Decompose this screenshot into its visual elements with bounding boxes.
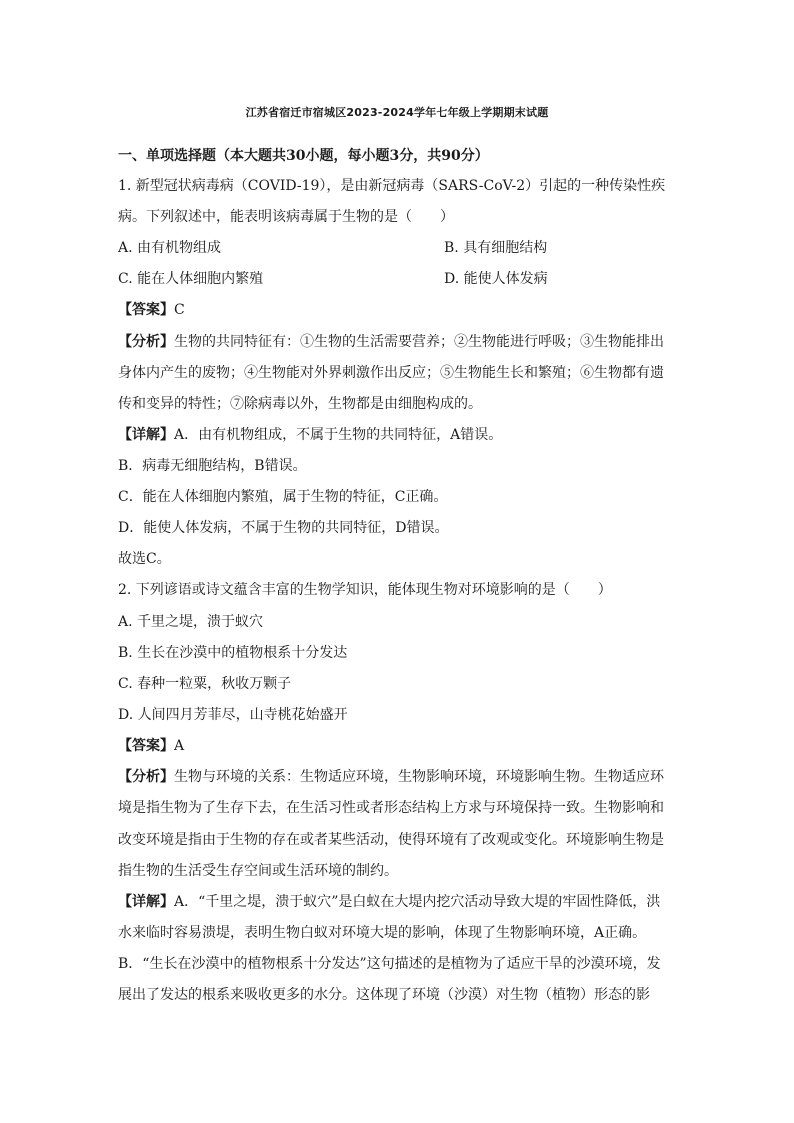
q1-stem-line-1: 1. 新型冠状病毒病（COVID-19），是由新冠病毒（SARS-CoV-2）引起的一种传染性疾 [118, 178, 666, 194]
answer-tag: 【答案】 [118, 302, 174, 318]
q1-option-b: B. 具有细胞结构 [444, 240, 548, 256]
q2-analysis-line-3: 改变环境是指由于生物的存在或者某些活动，使得环境有了改观或变化。环境影响生物是 [118, 832, 664, 848]
q2-analysis-line-1 [118, 768, 664, 786]
q1-option-a: A. 由有机物组成 [118, 240, 222, 256]
analysis-text: 生物与环境的关系：生物适应环境，生物影响环境，环境影响生物。生物适应环 [174, 769, 664, 785]
q2-detail-line-1 [118, 893, 660, 911]
q1-answer [118, 301, 185, 319]
answer-value: A [174, 738, 185, 754]
q2-analysis-line-4: 指生物的生活受生存空间或生活环境的制约。 [118, 863, 398, 879]
q2-stem: 2. 下列谚语或诗文蕴含丰富的生物学知识，能体现生物对环境影响的是（ ） [118, 582, 612, 598]
q1-detail-line-2: B．病毒无细胞结构，B错误。 [118, 458, 307, 474]
q2-answer [118, 737, 184, 755]
section-heading: 一、单项选择题（本大题共30小题，每小题3分，共90分） [118, 148, 489, 164]
analysis-tag: 【分析】 [118, 334, 174, 350]
detail-tag: 【详解】 [118, 427, 174, 443]
detail-tag: 【详解】 [118, 894, 174, 910]
q2-option-c: C. 春种一粒粟，秋收万颗子 [118, 676, 292, 692]
q2-detail-line-2: 水来临时容易溃堤，表明生物白蚁对环境大堤的影响，体现了生物影响环境，A正确。 [118, 925, 647, 941]
answer-tag: 【答案】 [118, 738, 174, 754]
q2-option-a: A. 千里之堤，溃于蚁穴 [118, 614, 264, 630]
detail-text: A．由有机物组成，不属于生物的共同特征，A错误。 [174, 427, 503, 443]
q1-stem-line-2: 病。下列叙述中，能表明该病毒属于生物的是（ ） [118, 209, 454, 225]
q1-detail-line-4: D．能使人体发病，不属于生物的共同特征，D错误。 [118, 520, 449, 536]
q1-analysis-line-2: 身体内产生的废物；④生物能对外界刺激作出反应；⑤生物能生长和繁殖；⑥生物都有遗 [118, 365, 664, 381]
analysis-tag: 【分析】 [118, 769, 174, 785]
q2-analysis-line-2: 境是指生物为了生存下去，在生活习性或者形态结构上方求与环境保持一致。生物影响和 [118, 800, 664, 816]
q1-option-c: C. 能在人体细胞内繁殖 [118, 271, 264, 287]
q2-option-b: B. 生长在沙漠中的植物根系十分发达 [118, 645, 348, 661]
q1-conclusion: 故选C。 [118, 551, 171, 567]
q1-analysis-line-3: 传和变异的特性；⑦除病毒以外，生物都是由细胞构成的。 [118, 396, 482, 412]
page-title: 江苏省宿迁市宿城区2023-2024学年七年级上学期期末试题 [245, 106, 549, 119]
q2-detail-line-4: 展出了发达的根系来吸收更多的水分。这体现了环境（沙漠）对生物（植物）形态的影 [118, 987, 650, 1003]
answer-value: C [174, 302, 185, 318]
q1-analysis-line-1 [118, 333, 664, 351]
q1-detail-line-3: C．能在人体细胞内繁殖，属于生物的特征，C正确。 [118, 489, 448, 505]
q1-detail-line-1 [118, 426, 502, 444]
detail-text: A．“千里之堤，溃于蚁穴”是白蚁在大堤内挖穴活动导致大堤的牢固性降低，洪 [174, 894, 661, 910]
q1-option-d: D. 能使人体发病 [444, 271, 548, 287]
analysis-text: 生物的共同特征有：①生物的生活需要营养；②生物能进行呼吸；③生物能排出 [174, 334, 664, 350]
q2-option-d: D. 人间四月芳菲尽，山寺桃花始盛开 [118, 707, 348, 723]
q2-detail-line-3: B．“生长在沙漠中的植物根系十分发达”这句描述的是植物为了适应干旱的沙漠环境，发 [118, 956, 661, 972]
